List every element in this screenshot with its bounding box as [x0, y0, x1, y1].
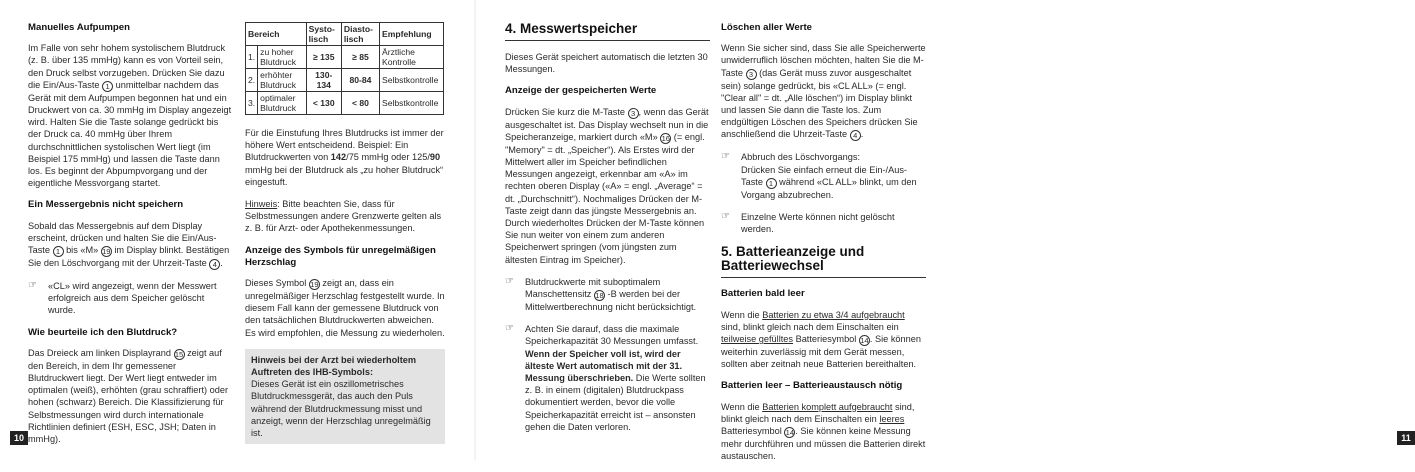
marker-19: 19	[310, 280, 319, 290]
heading-irregular-heartbeat: Anzeige des Symbols für unregelmäßigen Herzschlag	[245, 244, 436, 268]
section-title-memory: 4. Messwertspeicher	[505, 22, 710, 41]
pointing-hand-icon: ☞	[721, 211, 730, 223]
heading-manual-pump: Manuelles Aufpumpen	[28, 22, 130, 33]
marker-14: 14	[785, 428, 794, 438]
marker-1: 1	[766, 178, 777, 189]
paragraph-hint-limits: Hinweis: Bitte beachten Sie, dass für Selbstmessungen andere Grenzwerte gelten als z. B. für Arzt- oder Apothekenmessungen.	[245, 199, 442, 234]
left-column-2	[245, 22, 445, 444]
table-header-row	[246, 23, 444, 46]
paragraph-do-not-store: Sobald das Messergebnis auf dem Display erscheint, drücken und halten Sie die Ein/Aus-Taste 1 bis «M» 19 im Display blinkt. Bestätigen Sie den Löschvorgang mit der Uhrzeit-Taste 4 .	[28, 220, 230, 270]
marker-4: 4	[209, 259, 220, 270]
heading-delete-all: Löschen aller Werte	[721, 22, 812, 33]
paragraph-battery-empty: Wenn die Batterien komplett aufgebraucht sind, blinkt gleich nach dem Einschalten ein leeres Batteriesymbol 14. Sie können keine Messung mehr durchführen und müssen die Batterien direkt austauschen.	[721, 401, 926, 462]
ihb-info-box	[245, 349, 445, 444]
note-cl-displayed: ☞ «CL» wird angezeigt, wenn der Messwert erfolgreich aus dem Speicher gelöscht wurde.	[28, 280, 217, 316]
paragraph-assess-bp: Das Dreieck am linken Displayrand 15 zeigt auf den Bereich, in dem Ihr gemessener Blutdruckwert liegt. Der Wert liegt entweder im optimalen (weiß), erhöhten (grau schraffiert) oder hohen (schwarz) Bereich. Die Klassifizierung für Selbstmessungen wird durch internationale Richtlinien definiert (ESH, ESC, JSH; Daten in mmHg).	[28, 347, 229, 445]
pointing-hand-icon: ☞	[28, 280, 37, 292]
ihb-info-title: Hinweis bei der Arzt bei wiederholtem Auftreten des IHB-Symbols:	[251, 354, 417, 378]
marker-18: 18	[595, 291, 604, 301]
pointing-hand-icon: ☞	[721, 151, 730, 163]
page-number-left: 10	[10, 431, 28, 445]
header-diastolic: Diasto-lisch	[341, 23, 379, 46]
marker-16: 16	[661, 133, 670, 143]
table-row: 1. zu hoher Blutdruck ≥ 135 ≥ 85 Ärztliche Kontrolle	[246, 46, 444, 69]
marker-19: 19	[102, 247, 111, 257]
heading-do-not-store: Ein Messergebnis nicht speichern	[28, 199, 184, 211]
marker-4: 4	[850, 130, 861, 141]
note-cuff-fit: ☞ Blutdruckwerte mit suboptimalem Manschettensitz 18 -B werden bei der Mittelwertberechnung nicht berücksichtigt.	[505, 275, 697, 313]
marker-3: 3	[628, 108, 639, 119]
paragraph-delete-all: Wenn Sie sicher sind, dass Sie alle Speicherwerte unwiderruflich löschen möchten, halten Sie die M-Taste 3 (das Gerät muss zuvor ausgeschaltet sein) solange gedrückt, bis «CL ALL» (= engl. "Clear all" = dt. „Alle löschen“) im Display blinkt und lassen Sie dann die Taste los. Zum endgültigen Löschen des Speichers drücken Sie anschließend die Uhrzeit-Taste 4 .	[721, 43, 926, 141]
paragraph-show-stored: Drücken Sie kurz die M-Taste 3 , wenn das Gerät ausgeschaltet ist. Das Display wechselt nun in die Speicheranzeige, markiert durch «M» 16 (= engl. "Memory" = dt. „Speicher“). Als Erstes wird der Mittelwert aller im Speicher befindlichen Messungen angezeigt, erkennbar am «A» im rechten oberen Display («A» = engl. „Average“ = dt. „Durchschnitt“). Nochmaliges Drücken der M-Taste zeigt dann das jüngste Messergebnis an. Durch wiederholtes Drücken der M-Taste können Sie nun weiter von einem zum anderen Speicherwert springen (vom jüngsten zum ältesten Eintrag im Speicher).	[505, 106, 709, 265]
left-column-1	[28, 22, 233, 455]
heading-battery-low: Batterien bald leer	[721, 288, 805, 300]
bp-classification-table	[245, 22, 444, 115]
note-cancel-delete: ☞ Abbruch des Löschvorgangs: Drücken Sie einfach erneut die Ein-/Aus-Taste 1 während «CL ALL» blinkt, um den Vorgang abzubrechen.	[721, 151, 917, 200]
header-range: Bereich	[246, 23, 307, 46]
paragraph-higher-value: Für die Einstufung Ihres Blutdrucks ist immer der höhere Wert entscheidend. Beispiel: Ein Blutdruckwerten von 142/75 mmHg oder 125/90 mmHg bei der Blutdruck als „zu hoher Blutdruck“ eingestuft.	[245, 128, 444, 187]
heading-show-stored: Anzeige der gespeicherten Werte	[505, 85, 657, 97]
left-page	[0, 0, 475, 460]
paragraph-battery-low: Wenn die Batterien zu etwa 3/4 aufgebraucht sind, blinkt gleich nach dem Einschalten ein teilweise gefülltes Batteriesymbol 14. Sie können weiterhin zuverlässig mit dem Gerät messen, sollten aber zeitnah neue Batterien bereithalten.	[721, 309, 921, 370]
note-memory-capacity: ☞ Achten Sie darauf, dass die maximale Speicherkapazität 30 Messungen umfasst. Wenn der Speicher voll ist, wird der älteste Wert automatisch mit der 31. Messung überschrieben. Die Werte sollten z. B. in einem (digitalen) Blutdruckpass dokumentiert werden, bevor die volle Speicherkapazität erreicht ist – ansonsten gehen die Daten verloren.	[505, 323, 706, 432]
page-number-right: 11	[1397, 431, 1415, 445]
pointing-hand-icon: ☞	[505, 275, 514, 287]
table-row: 2. erhöhter Blutdruck 130-134 80-84 Selbstkontrolle	[246, 69, 444, 92]
right-page	[475, 0, 1411, 462]
right-column-2	[721, 22, 926, 472]
table-row: 3. optimaler Blutdruck < 130 < 80 Selbstkontrolle	[246, 92, 444, 115]
marker-14: 14	[860, 336, 869, 346]
header-recommendation: Empfehlung	[379, 23, 443, 46]
section-title-battery: 5. Batterieanzeige und Batteriewechsel	[721, 245, 926, 278]
header-systolic: Systo-lisch	[306, 23, 341, 46]
paragraph-manual-pump: Im Falle von sehr hohem systolischem Blutdruck (z. B. über 135 mmHg) kann es von Vorteil sein, den Druck selbst vorzugeben. Drücken Sie dazu die Ein/Aus-Taste 1 unmittelbar nachdem das Gerät mit dem Aufpumpen begonnen hat und ein Druckwert von ca. 30 mmHg im Display angezeigt wird. Halten Sie die Taste solange gedrückt bis der Druck ca. 40 mmHg über Ihrem durchschnittlichen systolischen Wert liegt (im Beispiel 175 mmHg) und lassen die Taste dann los. Es beginnt der Abpumpvorgang und der eigentliche Messvorgang startet.	[28, 43, 232, 189]
heading-battery-empty: Batterien leer – Batterieaustausch nötig	[721, 380, 903, 392]
marker-15: 15	[174, 349, 184, 359]
note-single-values: ☞ Einzelne Werte können nicht gelöscht werden.	[721, 211, 895, 235]
marker-1: 1	[53, 246, 64, 257]
paragraph-irregular-heartbeat: Dieses Symbol 19 zeigt an, dass ein unregelmäßiger Herzschlag festgestellt wurde. In diesem Fall kann der gemessene Blutdruck von den tatsächlichen Blutdruckwerten abweichen. Es wird empfohlen, die Messung zu wiederholen.	[245, 278, 445, 338]
pointing-hand-icon: ☞	[505, 323, 514, 335]
heading-assess-bp: Wie beurteile ich den Blutdruck?	[28, 326, 178, 338]
ihb-info-text: Dieses Gerät ist ein oszillometrisches Blutdruckmessgerät, das auch den Puls während der Blutdruckmessung misst und anzeigt, wenn der Herzschlag unregelmäßig ist.	[251, 379, 431, 439]
right-column-1	[505, 22, 710, 443]
marker-3: 3	[746, 69, 757, 80]
paragraph-memory-intro: Dieses Gerät speichert automatisch die letzten 30 Messungen.	[505, 52, 708, 75]
marker-1: 1	[102, 81, 113, 92]
